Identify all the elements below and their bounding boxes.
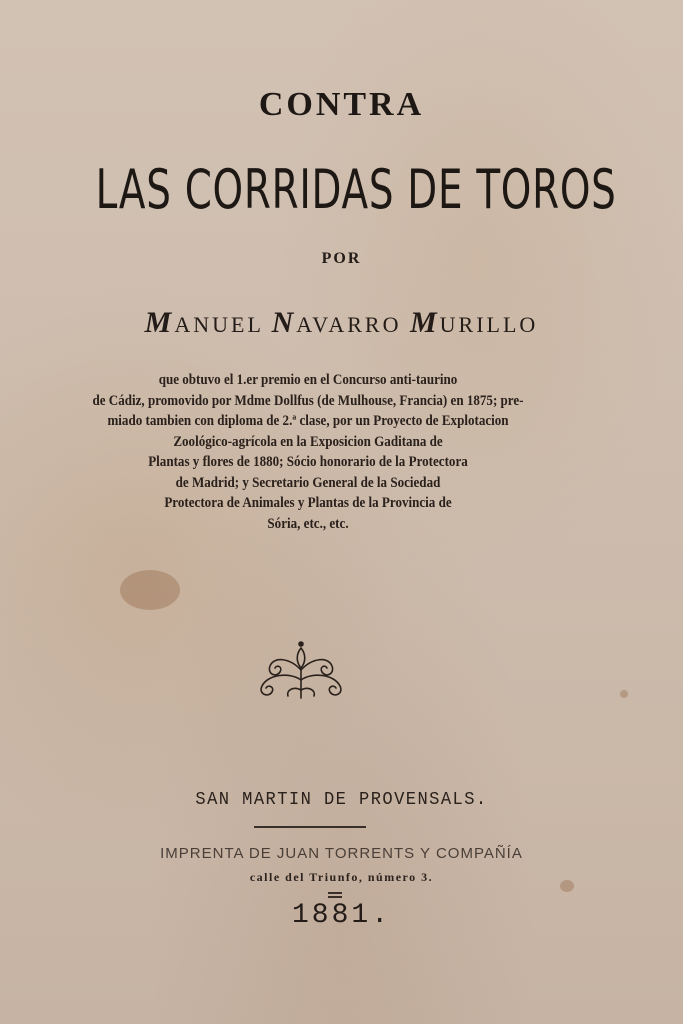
- credentials-line: Zoológico-agrícola en la Exposicion Gaditana de: [173, 433, 443, 450]
- foxing-stain: [120, 570, 180, 610]
- printer-name: IMPRENTA DE JUAN TORRENTS Y COMPAÑÍA: [160, 845, 523, 862]
- credentials-line: Plantas y flores de 1880; Sócio honorario de la Protectora: [148, 454, 468, 470]
- author-initial: M: [409, 306, 440, 339]
- divider-dash: [328, 892, 342, 894]
- author-initial: M: [144, 306, 175, 339]
- author-name: [0, 306, 683, 340]
- byline-label: POR: [321, 250, 362, 267]
- publication-place: SAN MARTIN DE PROVENSALS.: [195, 790, 488, 810]
- title-line-2: LAS CORRIDAS DE TOROS: [95, 158, 617, 221]
- divider-dash: [328, 896, 342, 898]
- title-line-1: CONTRA: [258, 86, 425, 123]
- credentials-line: que obtuvo el 1.er premio en el Concurso anti-taurino: [158, 372, 458, 388]
- publication-year: 1881.: [291, 900, 391, 931]
- printer-address: calle del Triunfo, número 3.: [249, 870, 434, 884]
- credentials-line: Protectora de Animales y Plantas de la Provincia de: [164, 495, 452, 511]
- foxing-stain: [620, 690, 628, 698]
- author-name-part: URILLO: [439, 312, 539, 337]
- credentials-line: de Cádiz, promovido por Mdme Dollfus (de Mulhouse, Francia) en 1875; pre-: [92, 392, 524, 409]
- divider-rule: [254, 826, 366, 828]
- author-credentials: [83, 370, 533, 534]
- credentials-line: miado tambien con diploma de 2.ª clase, por un Proyecto de Explotacion: [107, 413, 509, 429]
- credentials-line: Sória, etc., etc.: [267, 515, 349, 532]
- author-name-part: AVARRO: [296, 312, 410, 337]
- credentials-line: de Madrid; y Secretario General de la Sociedad: [175, 474, 441, 491]
- author-initial: N: [271, 306, 297, 339]
- floral-fleuron-icon: [256, 640, 346, 704]
- author-name-part: ANUEL: [174, 312, 272, 337]
